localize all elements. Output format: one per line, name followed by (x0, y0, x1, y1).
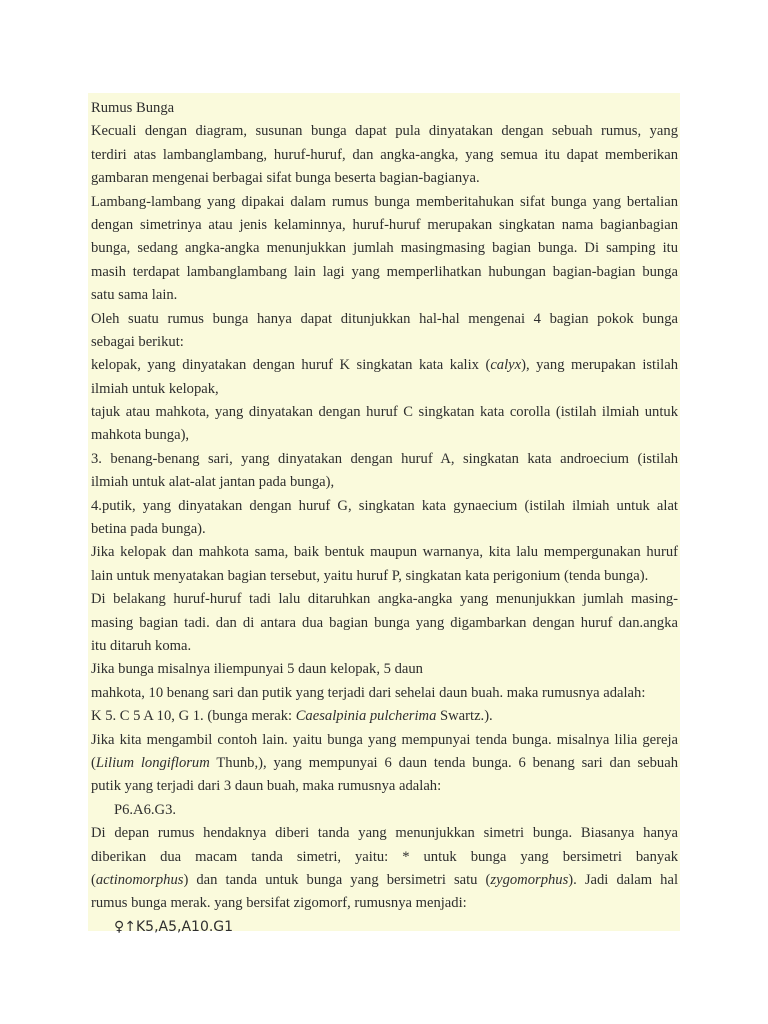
text-segment: kelopak, yang dinyatakan dengan huruf K singkatan kata kalix ( (91, 357, 491, 374)
text-line: dengan simetrinya atau jenis kelaminnya, huruf-huruf merupakan singkatan nama bagianbagian (91, 216, 678, 233)
text-line: Kecuali dengan diagram, susunan bunga dapat pula dinyatakan dengan sebuah rumus, yang (91, 123, 678, 140)
text-line (91, 705, 678, 728)
text-line: diberikan dua macam tanda simetri, yaitu: * untuk bunga yang bersimetri banyak (91, 848, 678, 865)
text-line: Di belakang huruf-huruf tadi lalu ditaruhkan angka-angka yang menunjukkan jumlah masing- (91, 591, 678, 608)
text-line: Lambang-lambang yang dipakai dalam rumus bunga memberitahukan sifat bunga yang bertalian (91, 193, 678, 210)
text-segment: K 5. C 5 A 10, G 1. (bunga merak: (91, 708, 296, 725)
italic-term: Lilium longiflorum (95, 754, 210, 771)
text-line: Oleh suatu rumus bunga hanya dapat ditunjukkan hal-hal mengenai 4 bagian pokok bunga (91, 310, 678, 327)
text-segment: ( (91, 871, 96, 888)
text-line: itu ditaruh koma. (91, 637, 192, 654)
text-segment: ). Jadi dalam hal (568, 871, 678, 888)
text-segment: ) dan tanda untuk bunga yang bersimetri satu ( (183, 871, 491, 888)
text-segment: Thunb,), yang mempunyai 6 daun tenda bunga. 6 benang sari dan sebuah (209, 754, 678, 771)
italic-term: zygomorphus (490, 871, 569, 888)
text-line: 4.putik, yang dinyatakan dengan huruf G, singkatan kata gynaecium (istilah ilmiah untuk alat (91, 497, 678, 514)
text-line: lain untuk menyatakan bagian tersebut, yaitu huruf P, singkatan kata perigonium (tenda bunga). (91, 567, 649, 584)
text-segment: Swartz.). (436, 708, 493, 725)
text-line: masih terdapat lambanglambang lain lagi yang memperlihatkan hubungan bagian-bagian bunga (91, 263, 678, 280)
formula-line: P6.A6.G3. (114, 801, 177, 818)
text-line (91, 869, 678, 892)
text-line: Jika bunga misalnya iliempunyai 5 daun kelopak, 5 daun (91, 661, 423, 678)
italic-term: calyx (490, 357, 522, 374)
text-line: rumus bunga merak. yang bersifat zigomorf, rumusnya menjadi: (91, 895, 467, 912)
document-title: Rumus Bunga (91, 100, 175, 116)
text-line: Jika kita mengambil contoh lain. yaitu bunga yang mempunyai tenda bunga. misalnya lilia gereja (91, 731, 678, 748)
document-text-block (88, 93, 680, 935)
text-line: ilmiah untuk kelopak, (91, 380, 219, 397)
text-line: Di depan rumus hendaknya diberi tanda yang menunjukkan simetri bunga. Biasanya hanya (91, 825, 678, 842)
text-line (91, 354, 678, 377)
text-line: Jika kelopak dan mahkota sama, baik bentuk maupun warnanya, kita lalu mempergunakan huruf (91, 544, 678, 561)
text-line: satu sama lain. (91, 287, 178, 304)
italic-term: actinomorphus (95, 871, 184, 888)
text-line: 3. benang-benang sari, yang dinyatakan dengan huruf A, singkatan kata androecium (istilah (91, 450, 678, 467)
italic-term: Caesalpinia pulcherima (295, 708, 437, 725)
text-line: sebagai berikut: (91, 333, 184, 350)
text-line: ilmiah untuk alat-alat jantan pada bunga), (91, 474, 335, 491)
text-line: betina pada bunga). (91, 521, 206, 538)
text-segment: ( (91, 754, 96, 771)
floral-formula: ♀↑K5,A5,A10.G1 (114, 918, 234, 935)
text-line (91, 752, 678, 775)
text-segment: ), yang merupakan istilah (521, 357, 678, 374)
text-line: bunga, sedang angka-angka menunjukkan jumlah masingmasing bagian bunga. Di samping itu (91, 240, 678, 257)
text-line: gambaran mengenai berbagai sifat bunga beserta bagian-bagianya. (91, 170, 480, 187)
text-line: mahkota, 10 benang sari dan putik yang terjadi dari sehelai daun buah. maka rumusnya adalah: (91, 684, 646, 701)
text-line: tajuk atau mahkota, yang dinyatakan dengan huruf C singkatan kata corolla (istilah ilmiah untuk (91, 404, 678, 421)
text-line: terdiri atas lambanglambang, huruf-huruf, dan angka-angka, yang semua itu dapat memberikan (91, 146, 678, 163)
text-line: putik yang terjadi dari 3 daun buah, maka rumusnya adalah: (91, 778, 442, 795)
text-line: mahkota bunga), (91, 427, 190, 444)
text-line: masing bagian tadi. dan di antara dua bagian bunga yang digambarkan dengan huruf dan.angka (91, 614, 678, 631)
